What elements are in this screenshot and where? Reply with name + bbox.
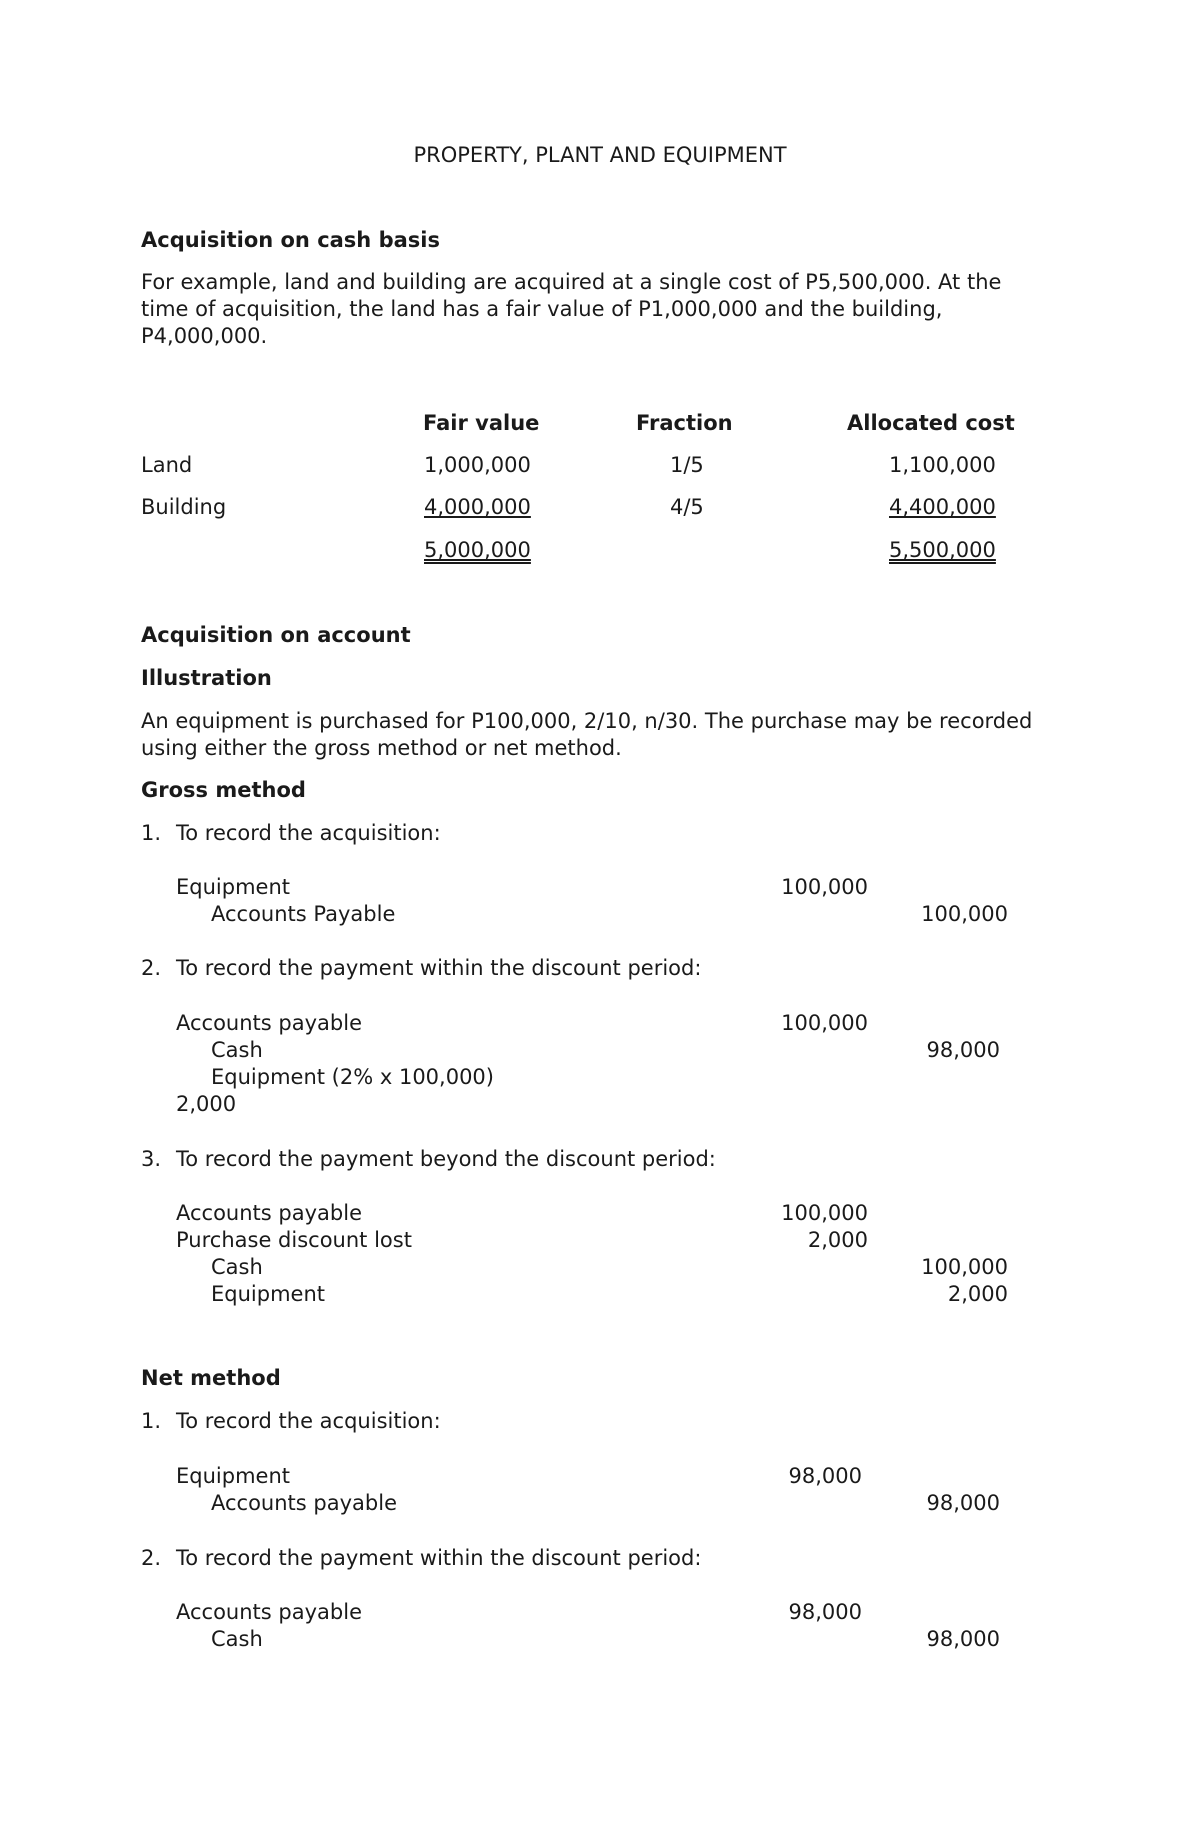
list-item: To record the payment beyond the discount period: xyxy=(176,1147,716,1171)
row-label: Land xyxy=(141,453,193,477)
cash-basis-paragraph-line: time of acquisition, the land has a fair value of P1,000,000 and the building, xyxy=(141,297,943,321)
cash-basis-paragraph-line: P4,000,000. xyxy=(141,324,268,348)
allocated-cost-cell: 4,400,000 xyxy=(889,495,996,519)
credit-amount: 98,000 xyxy=(926,1491,1000,1515)
on-account-paragraph-line: using either the gross method or net method. xyxy=(141,736,622,760)
fair-value-cell: 1,000,000 xyxy=(424,453,531,477)
list-number: 2. xyxy=(141,956,162,980)
list-number: 2. xyxy=(141,1546,162,1570)
page-title: PROPERTY, PLANT AND EQUIPMENT xyxy=(413,143,787,167)
column-header-fair-value: Fair value xyxy=(423,411,540,435)
credit-amount: 100,000 xyxy=(921,1255,1008,1279)
list-item: To record the payment within the discount period: xyxy=(176,1546,702,1570)
debit-amount: 100,000 xyxy=(781,875,868,899)
debit-amount: 100,000 xyxy=(781,1011,868,1035)
credit-amount: 98,000 xyxy=(926,1627,1000,1651)
credit-amount: 2,000 xyxy=(947,1282,1008,1306)
list-item: To record the payment within the discount period: xyxy=(176,956,702,980)
total-fair-value: 5,000,000 xyxy=(424,538,531,562)
debit-amount: 98,000 xyxy=(788,1600,862,1624)
column-header-allocated-cost: Allocated cost xyxy=(847,411,1015,435)
list-number: 3. xyxy=(141,1147,162,1171)
column-header-fraction: Fraction xyxy=(636,411,733,435)
total-allocated-cost: 5,500,000 xyxy=(889,538,996,562)
fraction-cell: 1/5 xyxy=(670,453,704,477)
credit-account: Equipment (2% x 100,000) xyxy=(211,1065,494,1089)
fair-value-cell: 4,000,000 xyxy=(424,495,531,519)
gross-method-heading: Gross method xyxy=(141,778,306,802)
debit-account: Purchase discount lost xyxy=(176,1228,412,1252)
list-item: To record the acquisition: xyxy=(176,821,441,845)
credit-account: Equipment xyxy=(211,1282,325,1306)
list-number: 1. xyxy=(141,821,162,845)
credit-amount: 100,000 xyxy=(921,902,1008,926)
credit-account: Cash xyxy=(211,1255,263,1279)
row-label: Building xyxy=(141,495,227,519)
net-method-heading: Net method xyxy=(141,1366,281,1390)
on-account-heading: Acquisition on account xyxy=(141,623,411,647)
debit-amount: 2,000 xyxy=(807,1228,868,1252)
credit-amount: 2,000 xyxy=(176,1092,237,1116)
debit-account: Equipment xyxy=(176,1464,290,1488)
debit-account: Accounts payable xyxy=(176,1011,362,1035)
illustration-heading: Illustration xyxy=(141,666,272,690)
credit-account: Accounts payable xyxy=(211,1491,397,1515)
on-account-paragraph-line: An equipment is purchased for P100,000, 2/10, n/30. The purchase may be recorded xyxy=(141,709,1033,733)
debit-amount: 100,000 xyxy=(781,1201,868,1225)
debit-account: Equipment xyxy=(176,875,290,899)
credit-account: Cash xyxy=(211,1627,263,1651)
credit-account: Accounts Payable xyxy=(211,902,396,926)
credit-account: Cash xyxy=(211,1038,263,1062)
list-item: To record the acquisition: xyxy=(176,1409,441,1433)
debit-account: Accounts payable xyxy=(176,1600,362,1624)
cash-basis-heading: Acquisition on cash basis xyxy=(141,228,440,252)
list-number: 1. xyxy=(141,1409,162,1433)
cash-basis-paragraph-line: For example, land and building are acquired at a single cost of P5,500,000. At the xyxy=(141,270,1002,294)
fraction-cell: 4/5 xyxy=(670,495,704,519)
credit-amount: 98,000 xyxy=(926,1038,1000,1062)
allocated-cost-cell: 1,100,000 xyxy=(889,453,996,477)
debit-account: Accounts payable xyxy=(176,1201,362,1225)
debit-amount: 98,000 xyxy=(788,1464,862,1488)
